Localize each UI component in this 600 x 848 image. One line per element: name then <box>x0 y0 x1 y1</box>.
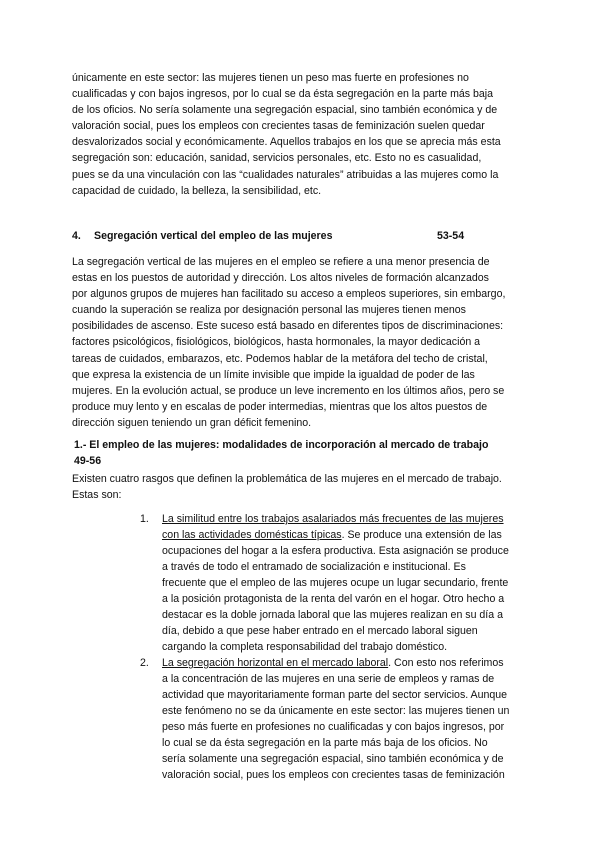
text-line: frecuente que el empleo de las mujeres ocupe un lugar secundario, frente <box>162 577 509 589</box>
text-line: valoración social, pues los empleos con crecientes tasas de feminización <box>162 769 505 781</box>
underlined-text: con las actividades domésticas típicas <box>162 529 342 541</box>
text-line: peso más fuerte en profesiones no cualificadas y con bajos ingresos, por <box>162 721 505 733</box>
text-line: capacidad de cuidado, la belleza, la sensibilidad, etc. <box>72 184 322 197</box>
text-line: pues se da una vinculación con las “cualidades naturales” atribuidas a las mujeres como la <box>72 168 499 181</box>
subsection-pages: 49-56 <box>74 455 102 467</box>
section-paragraph <box>72 254 528 431</box>
intro-paragraph <box>72 70 528 199</box>
text-line: a través de todo el entramado de socialización e institucional. Es <box>162 561 466 573</box>
list-marker: 2. <box>140 657 149 669</box>
text-line: a la posición protagonista de la renta del varón en el hogar. Otro hecho a <box>162 593 505 605</box>
section-pages: 53-54 <box>437 230 465 242</box>
subsection-heading <box>74 437 488 469</box>
section-title: Segregación vertical del empleo de las mujeres <box>94 230 333 242</box>
underlined-text: La segregación horizontal en el mercado laboral <box>162 657 389 669</box>
text-line: desvalorizados social y económicamente. Aquellos trabajos en los que se aprecia más esta <box>72 136 501 149</box>
text-line: únicamente en este sector: las mujeres tienen un peso mas fuerte en profesiones no <box>72 72 469 84</box>
text-line: Estas son: <box>72 489 122 502</box>
text-line: sería solamente una segregación espacial, sino también económica y de <box>162 753 504 765</box>
text-line: La segregación vertical de las mujeres en el empleo se refiere a una menor presencia de <box>72 256 490 268</box>
text-line: segregación son: educación, sanidad, servicios personales, etc. Esto no es casualidad, <box>72 152 482 165</box>
underlined-text: La similitud entre los trabajos asalariados más frecuentes de las mujeres <box>162 513 504 525</box>
text-line: cualificadas y con bajos ingresos, por lo cual se da ésta segregación en la parte más baja <box>72 88 494 101</box>
subsection-title: 1.- El empleo de las mujeres: modalidades de incorporación al mercado de trabajo <box>74 439 489 451</box>
text-line: posibilidades de ascenso. Este suceso está basado en diferentes tipos de discriminaciones: <box>72 320 504 333</box>
text-line: día, debido a que pese haber entrado en el mercado laboral siguen <box>162 625 478 637</box>
text-line: de los oficios. No sería solamente una segregación espacial, sino también económica y de <box>72 104 498 117</box>
list-marker: 1. <box>140 513 149 525</box>
text-line: produce muy lento y en escalas de poder intermedias, mientras que los altos puestos de <box>72 400 488 413</box>
text-fragment: . Se produce una extensión de las <box>341 529 502 541</box>
text-line: destacar es la doble jornada laboral que las mujeres realizan en su día a <box>162 609 503 621</box>
text-line: Existen cuatro rasgos que definen la problemática de las mujeres en el mercado de trabajo. <box>72 473 502 485</box>
text-line: valoración social, pues los empleos con crecientes tasas de feminización suelen quedar <box>72 120 485 133</box>
text-line: estas en los puestos de autoridad y dirección. Los altos niveles de formación alcanzados <box>72 272 489 285</box>
text-line: a la concentración de las mujeres en una serie de empleos y ramas de <box>162 673 495 685</box>
text-line: que expresa la existencia de un límite invisible que impide la igualdad de poder de las <box>72 368 475 381</box>
text-fragment: . Con esto nos referimos <box>388 657 504 669</box>
text-line: actividad que mayoritariamente forman parte del sector servicios. Aunque <box>162 689 508 701</box>
text-line: este fenómeno no se da únicamente en este sector: las mujeres tienen un <box>162 705 510 717</box>
subsection-intro <box>72 471 528 503</box>
text-line: factores psicológicos, fisiológicos, biológicos, hasta hormonales, la mayor dedicación a <box>72 336 481 349</box>
text-line: cuando la superación se realiza por designación personal las mujeres tienen menos <box>72 304 466 317</box>
text-line: ocupaciones del hogar a la esfera productiva. Esta asignación se produce <box>162 545 509 557</box>
text-line: cargando la completa responsabilidad del trabajo doméstico. <box>162 641 448 653</box>
text-line: tareas de cuidados, embarazos, etc. Podemos hablar de la metáfora del techo de cristal, <box>72 352 488 365</box>
text-line: mujeres. En la evolución actual, se produce un leve incremento en los últimos años, pero se <box>72 384 505 397</box>
text-line: por algunos grupos de mujeres han facilitado su acceso a empleos superiores, sin embargo, <box>72 288 506 301</box>
section-number: 4. <box>72 230 81 242</box>
text-line: lo cual se da ésta segregación en la parte más baja de los oficios. No <box>162 737 488 749</box>
text-line: dirección siguen teniendo un gran déficit femenino. <box>72 416 312 429</box>
